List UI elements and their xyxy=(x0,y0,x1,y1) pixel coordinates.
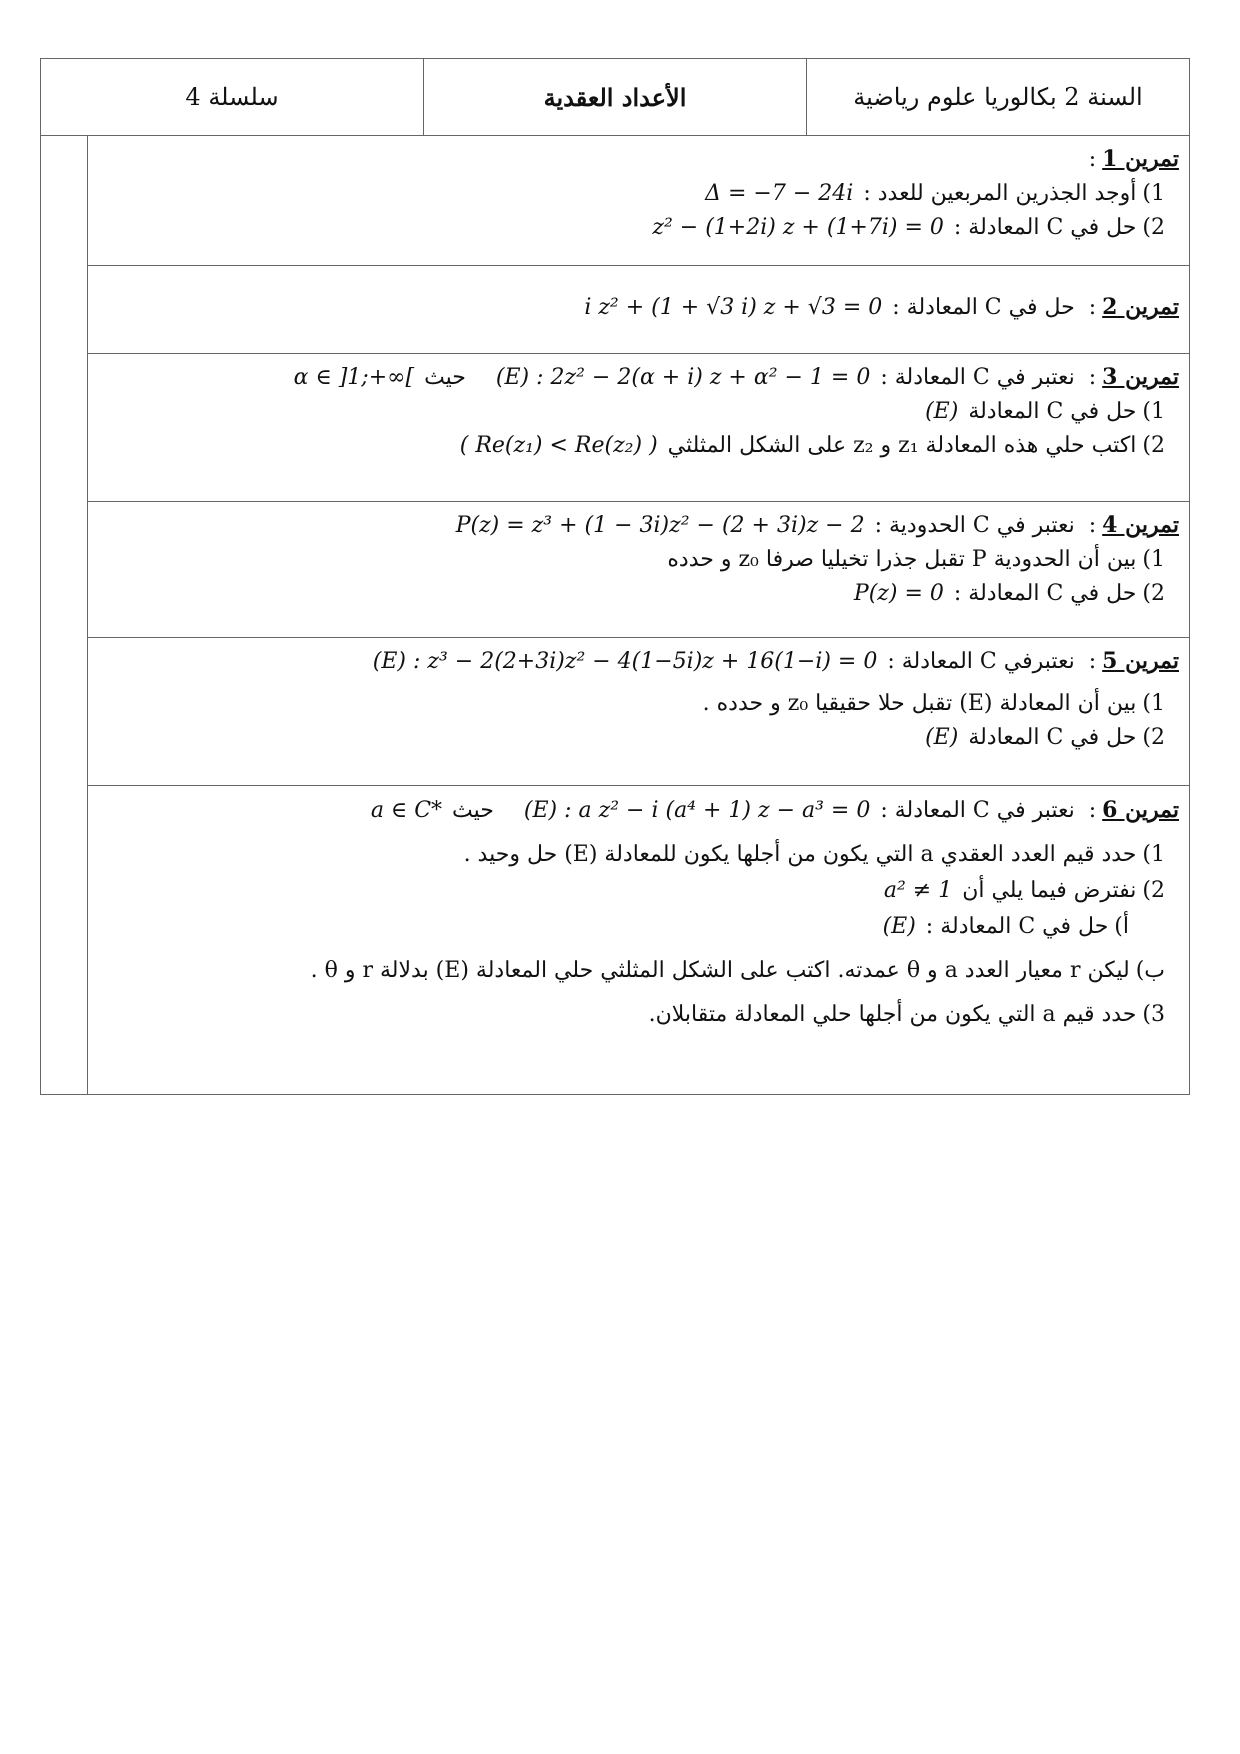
exercise-1: تمرين 1 : 1) أوجد الجذرين المربعين للعدد : Δ = −7 − 24i 2) حل في C المعادلة : z² − (1+2i) z + (1+7i) = 0 xyxy=(88,136,1189,266)
item-text: حل في C المعادلة xyxy=(968,399,1137,424)
item-math: P(z) = 0 xyxy=(853,581,944,606)
item-text: حل في C المعادلة : xyxy=(953,215,1137,240)
exercise-intro: نعتبرفي C المعادلة : xyxy=(887,649,1075,674)
exercise-4: تمرين 4 : نعتبر في C الحدودية : P(z) = z³ + (1 − 3i)z² − (2 + 3i)z − 2 1) بين أن الحدودية P تقبل جذرا تخيليا صرفا z₀ و حدده 2) حل في C المعادلة : P(z) = 0 xyxy=(88,502,1189,638)
exercise-math: i z² + (1 + √3 i) z + √3 = 0 xyxy=(584,295,883,320)
condition-word: حيث xyxy=(452,798,494,823)
header-table xyxy=(40,58,1190,136)
exercise-intro: حل في C المعادلة : xyxy=(892,295,1075,320)
exercise-intro: نعتبر في C الحدودية : xyxy=(874,513,1075,538)
exercises-container xyxy=(40,136,1190,1095)
exercise-intro: نعتبر في C المعادلة : xyxy=(880,798,1075,823)
item-text: نفترض فيما يلي أن xyxy=(962,878,1137,903)
exercise-title: تمرين 2 xyxy=(1102,294,1179,320)
item-text: بين أن الحدودية P تقبل جذرا تخيليا صرفا z₀ و حدده xyxy=(667,547,1137,572)
item-math: (E) xyxy=(925,725,959,750)
exercise-title: تمرين 5 xyxy=(1102,648,1179,674)
item-math: ( Re(z₁) < Re(z₂) ) xyxy=(459,433,658,458)
condition-math: α ∈ ]1;+∞[ xyxy=(293,365,415,390)
exercise-title: تمرين 3 xyxy=(1102,364,1179,390)
exercise-math: (E) : 2z² − 2(α + i) z + α² − 1 = 0 xyxy=(495,365,871,390)
exercise-title: تمرين 6 xyxy=(1102,797,1179,823)
item-text: أوجد الجذرين المربعين للعدد : xyxy=(863,181,1137,206)
exercise-math: (E) : a z² − i (a⁴ + 1) z − a³ = 0 xyxy=(523,798,871,823)
item-text: حل في C المعادلة : xyxy=(953,581,1137,606)
item-math: Δ = −7 − 24i xyxy=(705,181,854,206)
exercise-6: تمرين 6 : نعتبر في C المعادلة : (E) : a z² − i (a⁴ + 1) z − a³ = 0 حيث a ∈ C* 1) حدد قيم العدد العقدي a التي يكون من أجلها يكون للمعادلة (E) حل وحيد . 2) نفترض فيما يلي أن a² ≠ 1 أ) حل في C المعادلة : (E) ب) ليكن r معيار العدد a و θ عمدته. اكتب على الشكل المثلثي حلي المعادلة (E) بدلالة r و θ . 3) حدد قيم a التي يكون من أجلها حلي المعادلة متقابلان. xyxy=(88,786,1189,1094)
condition-word: حيث xyxy=(424,365,466,390)
item-text: حدد قيم العدد العقدي a التي يكون من أجلها يكون للمعادلة (E) حل وحيد . xyxy=(463,842,1137,867)
exercise-intro: نعتبر في C المعادلة : xyxy=(880,365,1075,390)
item-text: اكتب حلي هذه المعادلة z₁ و z₂ على الشكل المثلثي xyxy=(667,433,1137,458)
exercise-title: تمرين 4 xyxy=(1102,512,1179,538)
item-text: ليكن r معيار العدد a و θ عمدته. اكتب على الشكل المثلثي حلي المعادلة (E) بدلالة r و θ . xyxy=(310,958,1130,983)
worksheet xyxy=(40,58,1190,1095)
exercise-math: (E) : z³ − 2(2+3i)z² − 4(1−5i)z + 16(1−i) = 0 xyxy=(372,649,878,674)
item-math: (E) xyxy=(882,914,916,939)
item-text: حل في C المعادلة xyxy=(968,725,1137,750)
item-text: حل في C المعادلة : xyxy=(925,914,1109,939)
exercise-title: تمرين 1 xyxy=(1102,146,1179,172)
item-math: z² − (1+2i) z + (1+7i) = 0 xyxy=(652,215,944,240)
item-math: (E) xyxy=(925,399,959,424)
exercise-math: P(z) = z³ + (1 − 3i)z² − (2 + 3i)z − 2 xyxy=(455,513,865,538)
item-math: a² ≠ 1 xyxy=(883,878,953,903)
level-cell: السنة 2 بكالوريا علوم رياضية xyxy=(807,59,1190,136)
topic-cell: الأعداد العقدية xyxy=(424,59,807,136)
exercise-3: تمرين 3 : نعتبر في C المعادلة : (E) : 2z² − 2(α + i) z + α² − 1 = 0 حيث α ∈ ]1;+∞[ 1) حل في C المعادلة (E) 2) اكتب حلي هذه المعادلة z₁ و z₂ على الشكل المثلثي ( Re(z₁) < Re(z₂) ) xyxy=(88,354,1189,502)
series-cell: سلسلة 4 xyxy=(41,59,424,136)
condition-math: a ∈ C* xyxy=(370,798,443,823)
item-text: حدد قيم a التي يكون من أجلها حلي المعادلة متقابلان. xyxy=(648,1002,1137,1027)
item-text: بين أن المعادلة (E) تقبل حلا حقيقيا z₀ و حدده . xyxy=(702,691,1137,716)
exercise-2: تمرين 2 : حل في C المعادلة : i z² + (1 + √3 i) z + √3 = 0 xyxy=(88,266,1189,354)
exercise-5: تمرين 5 : نعتبرفي C المعادلة : (E) : z³ − 2(2+3i)z² − 4(1−5i)z + 16(1−i) = 0 1) بين أن المعادلة (E) تقبل حلا حقيقيا z₀ و حدده . 2) حل في C المعادلة (E) xyxy=(88,638,1189,786)
